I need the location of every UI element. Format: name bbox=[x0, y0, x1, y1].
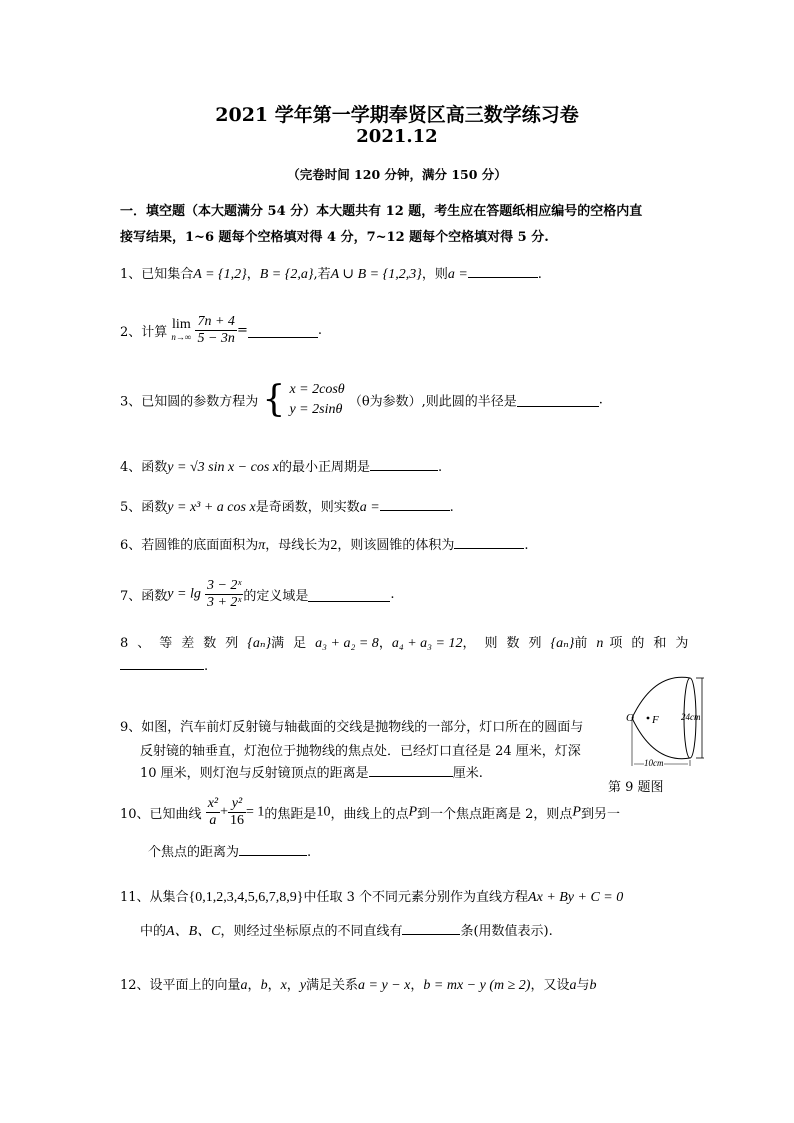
exam-time-note: （完卷时间 120 分钟，满分 150 分） bbox=[287, 167, 507, 182]
answer-blank-1[interactable] bbox=[468, 264, 538, 278]
question-4: 4、函数y = √3 sin x − cos x的最小正周期是 . bbox=[120, 456, 442, 476]
headlight-figure bbox=[622, 672, 712, 772]
figure-caption: 第 9 题图 bbox=[608, 780, 664, 795]
question-9-line3: 10 厘米，则灯泡与反射镜顶点的距离是 厘米. bbox=[140, 762, 483, 781]
domain-fraction: $\frac{\text{3 − 2ˣ}}{\text{3 + 2ˣ}}$ bbox=[206, 578, 242, 610]
answer-blank-6[interactable] bbox=[454, 535, 524, 549]
question-7: 7、函数y = lg $\frac{\text{3 − 2ˣ}}{\text{3 + 2ˣ}}$ 的定义域是 . bbox=[120, 578, 395, 610]
question-8: 8、等差数列{aₙ}满足a₃ + a₂ = 8，a₄ + a₃ = 12，则数列{aₙ}前n 项的和为 bbox=[120, 636, 698, 651]
question-6: 6、若圆锥的底面面积为π，母线长为2，则该圆锥的体积为 . bbox=[120, 534, 528, 554]
question-2: 2、计算 lim n→∞ $\frac{7n + 4}{5 - 3n}$ = . bbox=[120, 314, 322, 346]
exam-title: 2021 学年第一学期奉贤区高三数学练习卷 bbox=[215, 104, 579, 126]
question-1: 1、已知集合A = {1,2}，B = {2,a},若A ∪ B = {1,2,3}，则a = . bbox=[120, 263, 542, 283]
question-8-line2: . bbox=[120, 656, 208, 674]
question-5: 5、函数y = x³ + a cos x是奇函数，则实数a = . bbox=[120, 496, 454, 516]
section-instructions-line1: 一．填空题（本大题满分 54 分）本大题共有 12 题，考生应在答题纸相应编号的空格内直 bbox=[120, 204, 643, 219]
figure-label-o: O bbox=[626, 712, 634, 724]
question-9-line2: 反射镜的轴垂直，灯泡位于抛物线的焦点处．已经灯口直径是 24 厘米，灯深 bbox=[140, 744, 581, 759]
brace-icon: { bbox=[262, 379, 286, 420]
answer-blank-7[interactable] bbox=[308, 588, 390, 602]
question-12: 12、设平面上的向量a，b，x，y满足关系a = y − x，b = mx − y (m ≥ 2)，又设a与b bbox=[120, 978, 597, 993]
answer-blank-8[interactable] bbox=[120, 656, 204, 670]
figure-label-depth: 10cm bbox=[644, 758, 664, 768]
answer-blank-2[interactable] bbox=[248, 324, 318, 338]
limit-fraction: $\frac{7n + 4}{5 - 3n}$ bbox=[197, 314, 235, 346]
exam-date: 2021.12 bbox=[356, 126, 438, 147]
answer-blank-3[interactable] bbox=[517, 393, 599, 407]
section-instructions-line2: 接写结果，1~6 题每个空格填对得 4 分，7~12 题每个空格填对得 5 分. bbox=[120, 230, 549, 245]
question-10: 10、已知曲线 $\frac{\text{x²}}{a}$ + $\frac{\text{y²}}{16}$ = 1的焦距是10，曲线上的点P到一个焦点距离是 2，则点P到另一 bbox=[120, 796, 620, 828]
answer-blank-9[interactable] bbox=[369, 763, 453, 777]
figure-label-width: 24cm bbox=[681, 712, 701, 722]
answer-blank-11[interactable] bbox=[402, 921, 460, 935]
question-9-line1: 9、如图，汽车前灯反射镜与轴截面的交线是抛物线的一部分，灯口所在的圆面与 bbox=[120, 720, 584, 735]
answer-blank-5[interactable] bbox=[380, 497, 450, 511]
question-3: 3、已知圆的参数方程为 { x = 2cosθ y = 2sinθ （θ为参数）,则此圆的半径是 . bbox=[120, 379, 603, 420]
question-11-line2: 中的A、B、C，则经过坐标原点的不同直线有 条(用数值表示). bbox=[140, 920, 553, 940]
question-11-line1: 11、从集合{0,1,2,3,4,5,6,7,8,9}中任取 3 个不同元素分别作为直线方程Ax + By + C = 0 bbox=[120, 890, 624, 905]
answer-blank-4[interactable] bbox=[370, 457, 438, 471]
figure-label-f: F bbox=[652, 714, 659, 726]
answer-blank-10[interactable] bbox=[239, 842, 307, 856]
question-10-line2: 个焦点的距离为 . bbox=[148, 841, 311, 860]
